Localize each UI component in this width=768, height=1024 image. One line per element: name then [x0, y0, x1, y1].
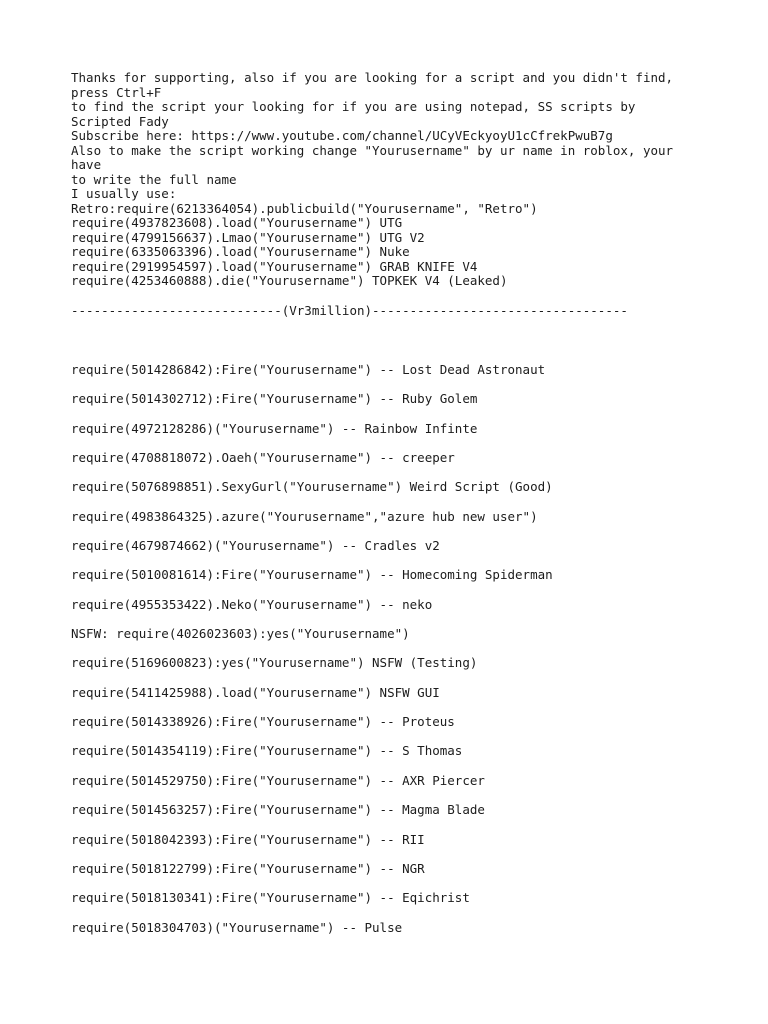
intro-line: Scripted Fady [71, 113, 169, 129]
intro-line: Thanks for supporting, also if you are looking for a script and you didn't find, [71, 70, 674, 85]
document-page [71, 71, 711, 950]
script-line: require(4708818072).Oaeh("Yourusername") -- creeper [71, 450, 455, 466]
intro-line: I usually use: [71, 186, 177, 201]
script-line: require(5076898851).SexyGurl("Yourusername") Weird Script (Good) [71, 479, 553, 495]
intro-line: require(6335063396).load("Yourusername") Nuke [71, 244, 410, 259]
script-line: require(5169600823):yes("Yourusername") NSFW (Testing) [71, 655, 478, 671]
intro-line: require(4799156637).Lmao("Yourusername") UTG V2 [71, 229, 425, 245]
intro-line: require(4253460888).die("Yourusername") TOPKEK V4 (Leaked) [71, 273, 508, 288]
script-line: require(5014286842):Fire("Yourusername") -- Lost Dead Astronaut [71, 362, 546, 377]
intro-line: require(4937823608).load("Yourusername") UTG [71, 215, 403, 230]
script-line: require(5411425988).load("Yourusername") NSFW GUI [71, 684, 440, 700]
script-line: require(5014529750):Fire("Yourusername") -- AXR Piercer [71, 772, 485, 788]
script-line: require(4679874662)("Yourusername") -- Cradles v2 [71, 538, 440, 554]
script-line: NSFW: require(4026023603):yes("Yourusername") [71, 626, 410, 642]
script-line: require(4955353422).Neko("Yourusername") -- neko [71, 596, 433, 612]
script-line: require(4983864325).azure("Yourusername","azure hub new user") [71, 508, 538, 524]
intro-line: press Ctrl+F [71, 84, 162, 100]
script-line: require(5018304703)("Yourusername") -- Pulse [71, 919, 403, 935]
intro-line: have [71, 157, 102, 172]
script-line: require(5014563257):Fire("Yourusername") -- Magma Blade [71, 802, 485, 818]
intro-line: Retro:require(6213364054).publicbuild("Yourusername", "Retro") [71, 200, 538, 216]
intro-line: Also to make the script working change "Yourusername" by ur name in roblox, your [71, 142, 674, 158]
intro-section [71, 71, 711, 289]
script-list [71, 363, 711, 950]
intro-line: require(2919954597).load("Yourusername") GRAB KNIFE V4 [71, 258, 478, 274]
script-line: require(4972128286)("Yourusername") -- Rainbow Infinte [71, 420, 478, 436]
section-separator: ----------------------------(Vr3million)---------------------------------- [71, 302, 628, 318]
intro-line: to find the script your looking for if you are using notepad, SS scripts by [71, 99, 636, 114]
script-line: require(5018042393):Fire("Yourusername") -- RII [71, 831, 425, 847]
script-line: require(5018130341):Fire("Yourusername") -- Eqichrist [71, 890, 470, 906]
intro-line: Subscribe here: https://www.youtube.com/channel/UCyVEckyoyU1cCfrekPwuB7g [71, 128, 613, 143]
script-line: require(5010081614):Fire("Yourusername") -- Homecoming Spiderman [71, 567, 553, 583]
script-line: require(5018122799):Fire("Yourusername") -- NGR [71, 860, 425, 876]
script-line: require(5014302712):Fire("Yourusername") -- Ruby Golem [71, 391, 478, 407]
intro-line: to write the full name [71, 171, 237, 187]
script-line: require(5014338926):Fire("Yourusername") -- Proteus [71, 714, 455, 730]
script-line: require(5014354119):Fire("Yourusername") -- S Thomas [71, 743, 463, 759]
